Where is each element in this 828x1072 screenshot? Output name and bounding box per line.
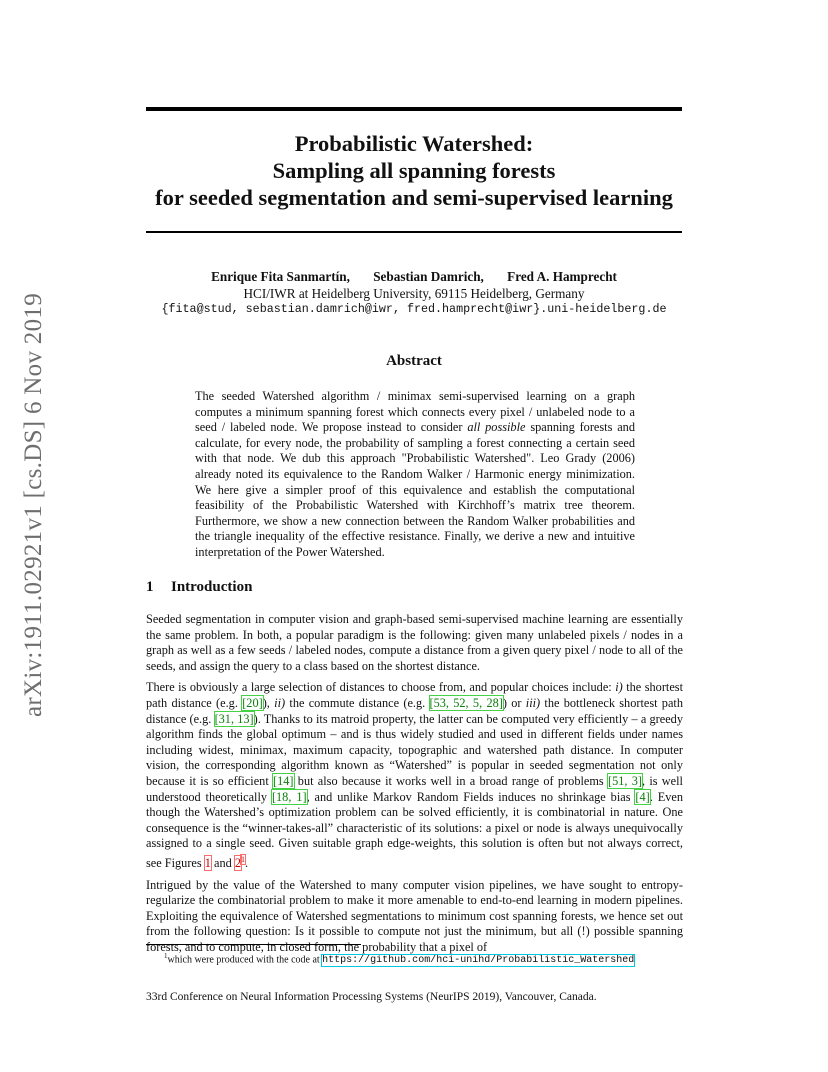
p2-enum-iii: iii)	[525, 695, 541, 710]
arxiv-stamp	[22, 290, 46, 720]
citation-link[interactable]: [18, 1]	[271, 789, 307, 804]
p2-text: , and unlike Markov Random Fields induces no shrinkage bias	[306, 789, 636, 804]
title-line-3: for seeded segmentation and semi-supervised learning	[155, 185, 673, 210]
paragraph-3: Intrigued by the value of the Watershed to many computer vision pipelines, we have sought to entropy-regularize the combinatorial problem to make it more amenable to end-to-end learning in modern pipelines. Exploiting the equivalence of Watershed segmentations to minimum cost spanning forests, we hence set out from the following question: Is it possible to compute not just the minimum, but all (!) possible spanning forests, and to compute, in closed form, the probability that a pixel of	[146, 877, 683, 954]
citation-link[interactable]: [53, 52, 5, 28]	[429, 695, 503, 710]
p2-text: . Even though the Watershed’s optimization problem can be solved efficiently, it is combinatorial in nature. One consequence is the “winner-takes-all” characteristic of its solutions: a pixel or node is always unequivocally assigned to a single seed. Given suitable graph edge-weights, this solution is often but not always correct, see Figures	[146, 789, 684, 870]
author-1: Enrique Fita Sanmartín,	[211, 269, 350, 284]
abstract-heading: Abstract	[386, 353, 442, 369]
footnote	[164, 949, 724, 968]
p2-text: the commute distance (e.g.	[285, 695, 430, 710]
abstract-emphasis: all possible	[467, 420, 526, 435]
p2-text: the bottleneck shortest path distance (e.g.	[146, 695, 683, 726]
footnote-mark: 1	[164, 952, 168, 960]
citation-link[interactable]: [14]	[273, 773, 294, 788]
introduction-body	[146, 612, 683, 962]
author-3: Fred A. Hamprecht	[507, 269, 617, 284]
title-rule-bottom	[146, 231, 682, 233]
paragraph-1: Seeded segmentation in computer vision and graph-based semi-supervised machine learning are essentially the same problem. In both, a popular paradigm is the following: given many unlabeled pixels / nodes in a graph as well as a few seeds / labeled nodes, compute a distance from a given query pixel / node to all of the seeds, and assign the query to a class based on the shortest distance.	[146, 612, 683, 673]
p2-enum-i: i)	[615, 680, 623, 695]
section-title: Introduction	[171, 579, 253, 595]
author-emails: {fita@stud, sebastian.damrich@iwr, fred.hamprecht@iwr}.uni-heidelberg.de	[161, 302, 667, 316]
footnote-url-link[interactable]: https://github.com/hci-unihd/Probabilistic_Watershed	[322, 955, 635, 967]
p2-text: and	[210, 856, 235, 870]
citation-link[interactable]: [20]	[242, 695, 263, 710]
author-list	[146, 269, 682, 285]
paper-title	[140, 130, 688, 211]
p2-text: the shortest path distance (e.g.	[146, 680, 683, 710]
p2-text: ). Thanks to its matroid property, the latter can be computed very efficiently – a greedy algorithm finds the global optimum – and is thus widely studied and used in different fields under names including widest, minimax, maximum capacity, topographic and watershed path distance. In computer vision, the corresponding algorithm known as “Watershed” is popular in seeded segmentation not only because it is so efficient	[146, 711, 683, 788]
p2-text: There is obviously a large selection of distances to choose from, and popular choices include:	[146, 680, 616, 695]
p2-text: , is well understood theoretically	[146, 773, 683, 804]
section-number: 1	[146, 579, 154, 595]
author-2: Sebastian Damrich,	[373, 269, 484, 284]
citation-link[interactable]: [4]	[635, 789, 650, 804]
p2-text: ) or	[502, 695, 526, 710]
footnote-text: which were produced with the code at	[167, 954, 323, 966]
conference-footer: 33rd Conference on Neural Information Processing Systems (NeurIPS 2019), Vancouver, Canada.	[146, 991, 597, 1003]
citation-link[interactable]: [31, 13]	[214, 711, 254, 726]
figure-ref-link[interactable]: 1	[204, 856, 211, 870]
abstract-text-part-2: spanning forests and calculate, for every node, the probability of sampling a forest connecting a certain seed with that node. We dub this approach "Probabilistic Watershed". Leo Grady (2006) already noted its equivalence to the Random Walker / Harmonic energy minimization. We here give a simpler proof of this equivalence and establish the computational feasibility of the Probabilistic Watershed with Kirchhoff’s matrix tree theorem. Furthermore, we show a new connection between the Random Walker probabilities and the triangle inequality of the effective resistance. Finally, we derive a new and intuitive interpretation of the Power Watershed.	[195, 420, 635, 559]
p2-text: but also because it works well in a broad range of problems	[293, 773, 608, 788]
title-rule-top	[146, 107, 682, 111]
p2-text: .	[244, 856, 249, 870]
citation-link[interactable]: [51, 3]	[607, 773, 642, 788]
abstract-text	[195, 389, 635, 561]
figure-ref-link[interactable]: 2	[234, 856, 241, 870]
affiliation: HCI/IWR at Heidelberg University, 69115 Heidelberg, Germany	[243, 286, 585, 301]
footnote-ref-link[interactable]: 1	[240, 854, 245, 864]
paragraph-2	[146, 680, 683, 871]
p2-text: ),	[262, 695, 275, 710]
title-line-2: Sampling all spanning forests	[272, 158, 556, 183]
title-line-1: Probabilistic Watershed:	[294, 131, 534, 156]
p2-enum-ii: ii)	[274, 695, 286, 710]
arxiv-identifier[interactable]: arXiv:1911.02921v1 [cs.DS] 6 Nov 2019	[20, 292, 47, 718]
section-heading	[146, 579, 546, 596]
footnote-rule	[146, 944, 361, 945]
abstract-text-part-1: The seeded Watershed algorithm / minimax semi-supervised learning on a graph computes a minimum spanning forest which connects every pixel / unlabeled node to a seed / labeled node. We propose instead to consider	[195, 389, 635, 435]
